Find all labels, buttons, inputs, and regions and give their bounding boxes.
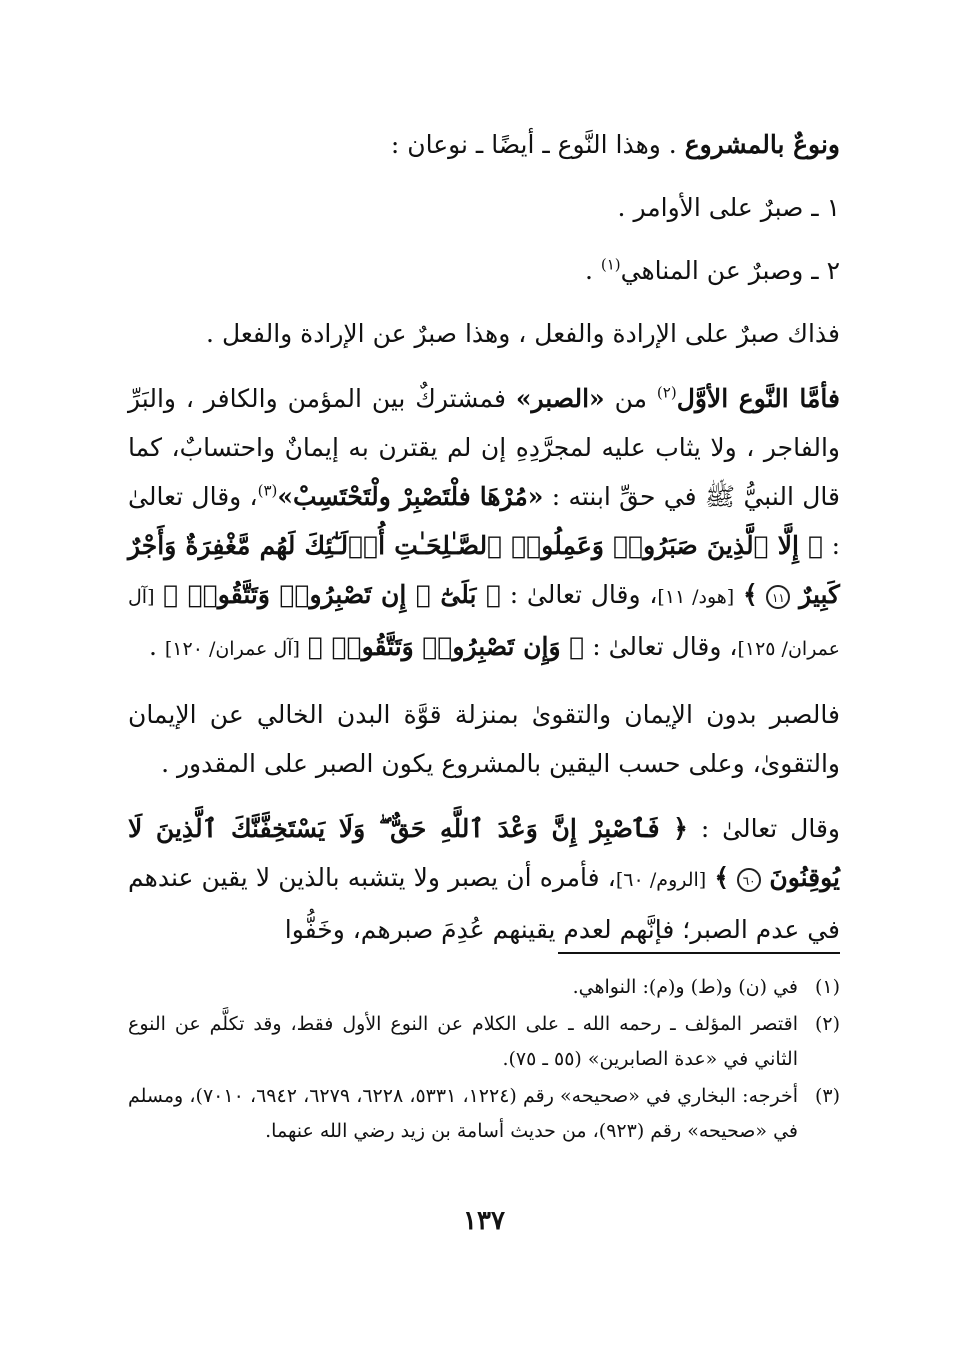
footnote-3: [128, 1079, 840, 1149]
list-item-2-text: ٢ ـ وصبرٌ عن المناهي: [620, 256, 840, 285]
footnote-text: اقتصر المؤلف ـ رحمه الله ـ على الكلام عن النوع الأول فقط، وقد تكلَّم عن النوع الثاني في «عدة الصابرين» (٥٥ ـ ٧٥).: [128, 1013, 798, 1070]
main-text: [128, 120, 840, 954]
verse-reference: [آل عمران/ ١٢٥]: [128, 586, 840, 660]
footnote-ref-3: (٣): [257, 481, 278, 500]
list-item-2: [128, 246, 840, 295]
paragraph-patience-faith: فالصبر بدون الإيمان والتقوىٰ بمنزلة قوَّة البدن الخالي عن الإيمان والتقوىٰ، وعلى حسب اليقين بالمشروع يكون الصبر على المقدور .: [128, 700, 840, 778]
footnote-number: (١): [814, 976, 840, 998]
footnote-1: [128, 970, 840, 1005]
intro-rest: . وهذا النَّوع ـ أيضًا ـ نوعان :: [390, 130, 677, 159]
verse-al-imran-120: ﴿ وَإِن تَصْبِرُوا۟ وَتَتَّقُوا۟ ﴾: [307, 632, 585, 661]
verse-reference: [الروم/ ٦٠]: [615, 869, 707, 891]
first-type-t2: فمشتركٌ بين المؤمن والكافر ، والبَرِّ والفاجر ، ولا يثاب عليه لمجرَّدِهِ إن لم يقترن به إيمانٌ واحتسابٌ، كما قال النبيُّ ﷺ في حقِّ ابنته :: [128, 384, 840, 511]
hadith-quote: «مُرْهَا فلْتَصْبِرْ ولْتَحْتَسِبْ»: [277, 482, 544, 511]
intro-lead: ونوعٌ بالمشروع: [684, 130, 840, 159]
book-page: [128, 120, 840, 1260]
ayah-number-mark: ١١: [766, 585, 790, 609]
first-type-t5: ، وقال تعالىٰ :: [584, 632, 738, 661]
footnotes: [128, 970, 840, 1151]
footnote-ref-1: (١): [600, 255, 621, 274]
footnote-text: في (ن) و(ط) و(م): النواهي.: [572, 976, 798, 998]
paragraph-rum-verse: [128, 804, 840, 954]
verse-al-imran-125: ﴿ بَلَىٰٓ ۚ إِن تَصْبِرُوا۟ وَتَتَّقُوا۟ ﴾: [163, 580, 501, 609]
footnote-divider: [558, 952, 840, 954]
ayah-number-mark: ٦٠: [737, 868, 761, 892]
rum-t1: وقال تعالىٰ :: [687, 814, 840, 843]
rum-t2: ، فأمره أن يصبر ولا يتشبه بالذين لا يقين عندهم في عدم الصبر؛ فإنَّهم لعدم يقينهم عُدِمَ صبرهم، وخَفُّوا: [128, 863, 840, 944]
verse-hud: ﴿ إِلَّا ٱلَّذِينَ صَبَرُوا۟ وَعَمِلُوا۟ ٱلصَّـٰلِحَـٰتِ أُو۟لَـٰٓئِكَ لَهُم مَّغْفِرَةٌ وَأَجْرٌ كَبِيرٌ: [128, 531, 840, 609]
footnote-ref-2: (٢): [656, 383, 677, 402]
paragraph-intro: [128, 120, 840, 169]
footnote-number: (٢): [814, 1013, 840, 1035]
footnote-2: [128, 1007, 840, 1077]
verse-close: ﴾: [714, 863, 730, 892]
list-item-1: ١ ـ صبرٌ على الأوامر .: [617, 193, 840, 222]
first-type-t6: .: [148, 632, 165, 661]
paragraph-summary: فذاك صبرٌ على الإرادة والفعل ، وهذا صبرٌ عن الإرادة والفعل .: [206, 319, 840, 348]
first-type-t4: ، وقال تعالىٰ :: [500, 580, 658, 609]
verse-close: ﴾: [742, 580, 758, 609]
page-number: ١٣٧: [463, 1206, 505, 1236]
verse-reference: [هود/ ١١]: [657, 586, 735, 608]
sabr-term: «الصبر»: [515, 384, 605, 413]
footnote-number: (٣): [814, 1085, 840, 1107]
verse-reference: [آل عمران/ ١٢٠]: [164, 638, 300, 660]
verse-rum: ﴿ فَٱصْبِرْ إِنَّ وَعْدَ ٱللَّهِ حَقٌّ ۖ وَلَا يَسْتَخِفَّنَّكَ ٱلَّذِينَ لَا يُوقِنُونَ: [128, 814, 840, 892]
paragraph-first-type: [128, 374, 840, 674]
list-item-2-end: .: [584, 256, 593, 285]
first-type-t1: من: [604, 384, 657, 413]
footnote-text: أخرجه: البخاري في «صحيحه» رقم (١٢٢٤، ٥٣٣١، ٦٢٢٨، ٦٢٧٩، ٦٩٤٢، ٧٠١٠)، ومسلم في «صحيحه» رقم (٩٢٣)، من حديث أسامة بن زيد رضي الله عنهما.: [128, 1085, 799, 1142]
first-type-lead: فأمَّا النَّوع الأوَّل: [676, 384, 840, 413]
first-type-t3: ، وقال تعالىٰ :: [128, 482, 840, 560]
